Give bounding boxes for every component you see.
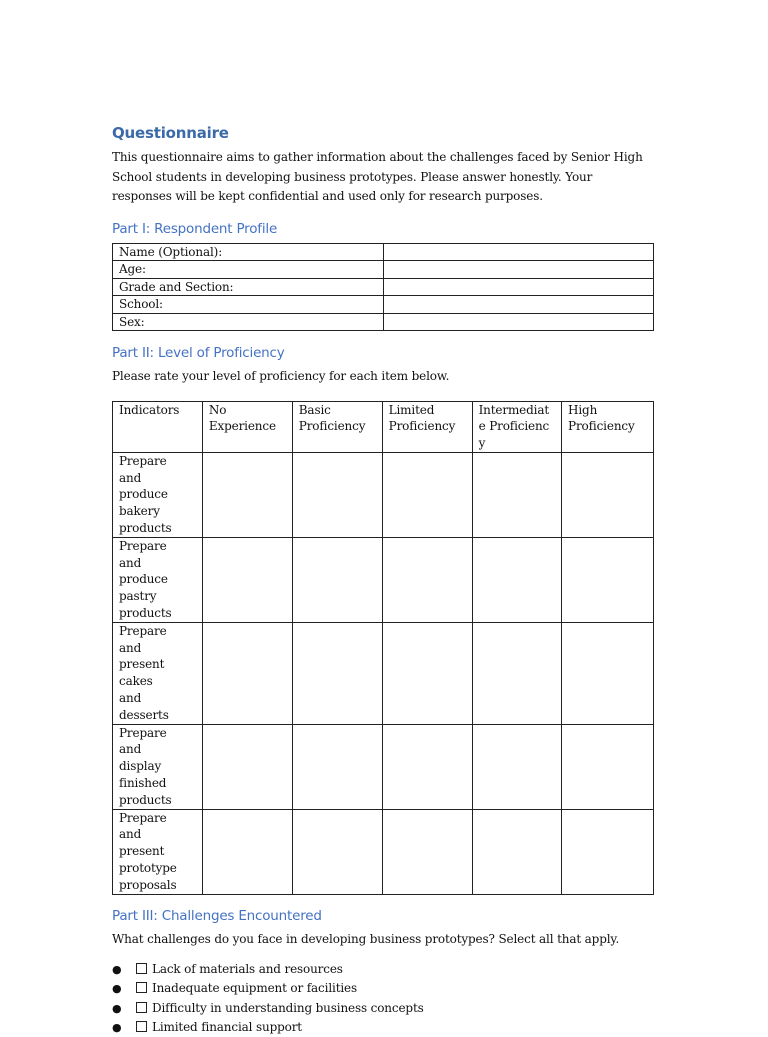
rating-cell[interactable] [292,452,382,537]
indicator-cell: Prepare and display finished products [113,724,203,809]
column-header: Intermediate Proficiency [472,401,561,452]
rating-cell[interactable] [292,622,382,724]
part3-heading: Part III: Challenges Encountered [112,907,322,924]
indicator-cell: Prepare and produce pastry products [113,537,203,622]
profile-field-label: Age: [113,261,384,279]
bullet-icon: ● [112,1001,122,1015]
respondent-profile-table [112,243,654,332]
list-item [112,960,652,979]
column-header: No Experience [202,401,292,452]
indicator-cell: Prepare and produce bakery products [113,452,203,537]
table-row [113,622,654,724]
rating-cell[interactable] [202,724,292,809]
option-label: Inadequate equipment or facilities [152,981,358,996]
profile-field-label: Name (Optional): [113,243,384,261]
document-page [112,124,652,1037]
part2-heading: Part II: Level of Proficiency [112,345,285,361]
table-row [113,261,654,279]
rating-cell[interactable] [562,452,654,537]
checkbox[interactable] [136,963,147,974]
table-row [113,243,654,261]
rating-cell[interactable] [202,809,292,894]
table-row [113,278,654,296]
table-row [113,537,654,622]
profile-field-label: Sex: [113,313,384,331]
rating-cell[interactable] [382,622,472,724]
intro-paragraph: This questionnaire aims to gather information about the challenges faced by Senior High School students in developing business prototypes. Please answer honestly. Your responses will be kept confidential and used only for research purposes. [112,150,643,203]
table-row [113,296,654,314]
checkbox[interactable] [136,1002,147,1013]
rating-cell[interactable] [292,809,382,894]
rating-cell[interactable] [292,537,382,622]
rating-cell[interactable] [472,537,561,622]
rating-cell[interactable] [562,537,654,622]
rating-cell[interactable] [562,724,654,809]
rating-cell[interactable] [472,724,561,809]
rating-cell[interactable] [472,809,561,894]
challenges-list [112,960,652,1037]
option-label: Limited financial support [152,1020,302,1034]
rating-cell[interactable] [382,537,472,622]
table-row [113,313,654,331]
proficiency-table [112,401,654,895]
part3-question: What challenges do you face in developing business prototypes? Select all that apply. [112,931,620,946]
bullet-icon: ● [112,963,122,977]
profile-field-label: School: [113,296,384,314]
table-row [113,809,654,894]
table-row [113,724,654,809]
table-row [113,452,654,537]
column-header: Indicators [113,401,203,452]
column-header: Basic Proficiency [292,401,382,452]
checkbox[interactable] [136,1021,147,1032]
option-label: Difficulty in understanding business concepts [152,1000,424,1015]
rating-cell[interactable] [382,452,472,537]
checkbox[interactable] [136,982,147,993]
profile-field-label: Grade and Section: [113,278,384,296]
rating-cell[interactable] [382,724,472,809]
rating-cell[interactable] [472,622,561,724]
document-title: Questionnaire [112,124,229,142]
profile-field-input[interactable] [383,296,653,314]
column-header: High Proficiency [562,401,654,452]
column-header: Limited Proficiency [382,401,472,452]
rating-cell[interactable] [292,724,382,809]
profile-field-input[interactable] [383,313,653,331]
bullet-icon: ● [112,982,122,996]
rating-cell[interactable] [562,809,654,894]
indicator-cell: Prepare and present prototype proposals [113,809,203,894]
part2-instructions: Please rate your level of proficiency for each item below. [112,369,450,383]
rating-cell[interactable] [202,452,292,537]
table-header-row [113,401,654,452]
profile-field-input[interactable] [383,278,653,296]
option-label: Lack of materials and resources [152,962,343,977]
rating-cell[interactable] [382,809,472,894]
list-item [112,979,652,998]
rating-cell[interactable] [202,537,292,622]
profile-field-input[interactable] [383,243,653,261]
part1-heading: Part I: Respondent Profile [112,220,278,237]
list-item [112,999,652,1018]
list-item [112,1018,652,1037]
profile-field-input[interactable] [383,261,653,279]
indicator-cell: Prepare and present cakes and desserts [113,622,203,724]
rating-cell[interactable] [202,622,292,724]
bullet-icon: ● [112,1021,122,1034]
rating-cell[interactable] [472,452,561,537]
rating-cell[interactable] [562,622,654,724]
